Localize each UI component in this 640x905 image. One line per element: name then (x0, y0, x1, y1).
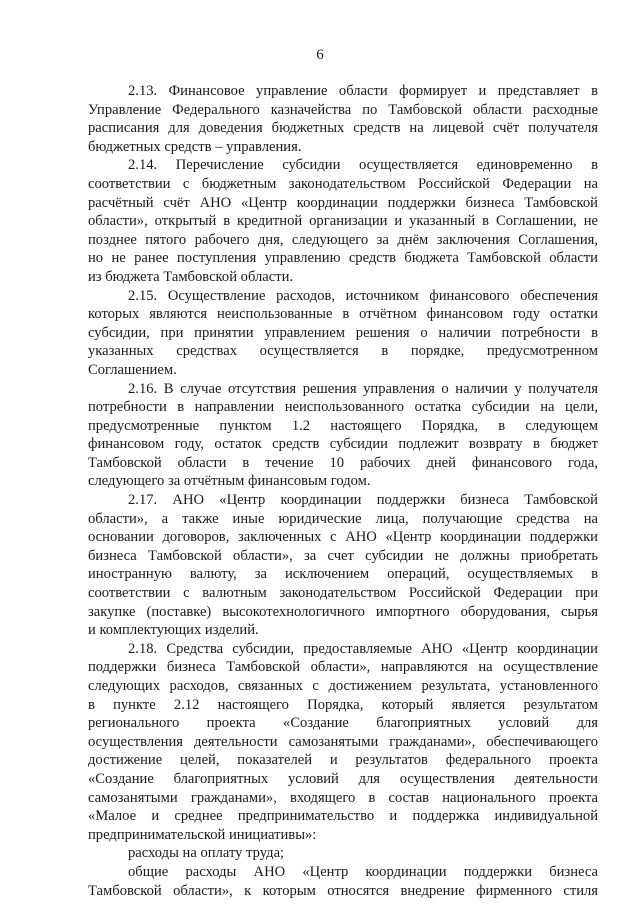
document-body (88, 82, 598, 900)
text-line: Соглашением. (88, 361, 177, 378)
text-line: области», а также иные юридические лица, получающие средства на (88, 510, 598, 527)
text-line: расходы на оплату труда; (128, 845, 285, 862)
text-line: регионального проекта «Создание благоприятных условий для (88, 715, 598, 732)
text-line: закупке (поставке) высокотехнологичного импортного оборудования, сырья (88, 603, 598, 620)
text-line: предусмотренные пунктом 1.2 настоящего Порядка, в следующем (88, 417, 598, 434)
text-line: 2.14. Перечисление субсидии осуществляется единовременно в (128, 157, 598, 174)
text-line: иностранную валюту, за исключением операций, осуществляемых в (88, 566, 598, 583)
text-line: Тамбовской области», к которым относятся внедрение фирменного стиля (88, 882, 598, 899)
text-line: Управление Федерального казначейства по Тамбовской области расходные (88, 101, 598, 118)
text-line: указанных средствах осуществляется в порядке, предусмотренном (88, 343, 598, 360)
text-line: следующих расходов, связанных с достижением результата, установленного (88, 678, 598, 694)
text-line: предпринимательской инициативы»: (88, 826, 317, 843)
text-line: осуществления деятельности самозанятыми гражданами», обеспечивающего (88, 733, 598, 750)
text-line: 2.18. Средства субсидии, предоставляемые АНО «Центр координации (128, 640, 598, 657)
text-line: поддержки бизнеса Тамбовской области», направляются на осуществление (88, 659, 598, 676)
text-line: следующего за отчётным финансовым годом. (88, 473, 371, 490)
text-line: основании договоров, заключенных с АНО «Центр координации поддержки (88, 529, 598, 546)
text-line: 2.16. В случае отсутствия решения управления о наличии у получателя (128, 380, 598, 397)
text-line: достижение целей, показателей и результатов федерального проекта (88, 752, 598, 769)
text-line: расписания для доведения бюджетных средств на лицевой счёт получателя (88, 120, 598, 137)
text-line: из бюджета Тамбовской области. (88, 268, 294, 285)
text-line: Тамбовской области в течение 10 рабочих дней финансового года, (88, 454, 598, 471)
text-line: субсидии, при принятии управлением решения о наличии потребности в (88, 324, 598, 341)
text-line: но не ранее поступления управлению средств бюджета Тамбовской области (88, 250, 598, 267)
text-line: бизнеса Тамбовской области», за счет субсидии не должны приобретать (88, 547, 598, 564)
text-line: позднее пятого рабочего дня, следующего за днём заключения Соглашения, (88, 231, 598, 248)
text-line: бюджетных средств – управления. (88, 138, 302, 155)
text-line: «Создание благоприятных условий для осуществления деятельности (88, 770, 598, 787)
text-line: общие расходы АНО «Центр координации поддержки бизнеса (128, 863, 598, 880)
text-line: и комплектующих изделий. (88, 622, 259, 639)
text-line: соответствии с бюджетным законодательством Российской Федерации на (88, 175, 598, 192)
text-line: расчётный счёт АНО «Центр координации поддержки бизнеса Тамбовской (88, 194, 598, 211)
text-line: которых являются неиспользованные в отчётном финансовом году остатки (88, 306, 598, 323)
page-number: 6 (316, 47, 324, 63)
text-line: финансовом году, остаток средств субсидии подлежит возврату в бюджет (88, 436, 598, 453)
text-line: в пункте 2.12 настоящего Порядка, который является результатом (88, 696, 598, 713)
text-line: «Малое и среднее предпринимательство и поддержка индивидуальной (88, 808, 598, 825)
text-line: области», открытый в кредитной организации и указанный в Соглашении, не (88, 213, 598, 230)
text-line: 2.13. Финансовое управление области формирует и представляет в (128, 83, 598, 99)
text-line: 2.15. Осуществление расходов, источником финансового обеспечения (128, 287, 598, 304)
text-line: соответствии с валютным законодательством Российской Федерации при (88, 585, 598, 602)
text-line: 2.17. АНО «Центр координации поддержки бизнеса Тамбовской (128, 492, 598, 509)
text-line: потребности в направлении неиспользованного остатка субсидии на цели, (88, 399, 598, 416)
text-line: самозанятыми гражданами», входящего в состав национального проекта (88, 789, 598, 806)
